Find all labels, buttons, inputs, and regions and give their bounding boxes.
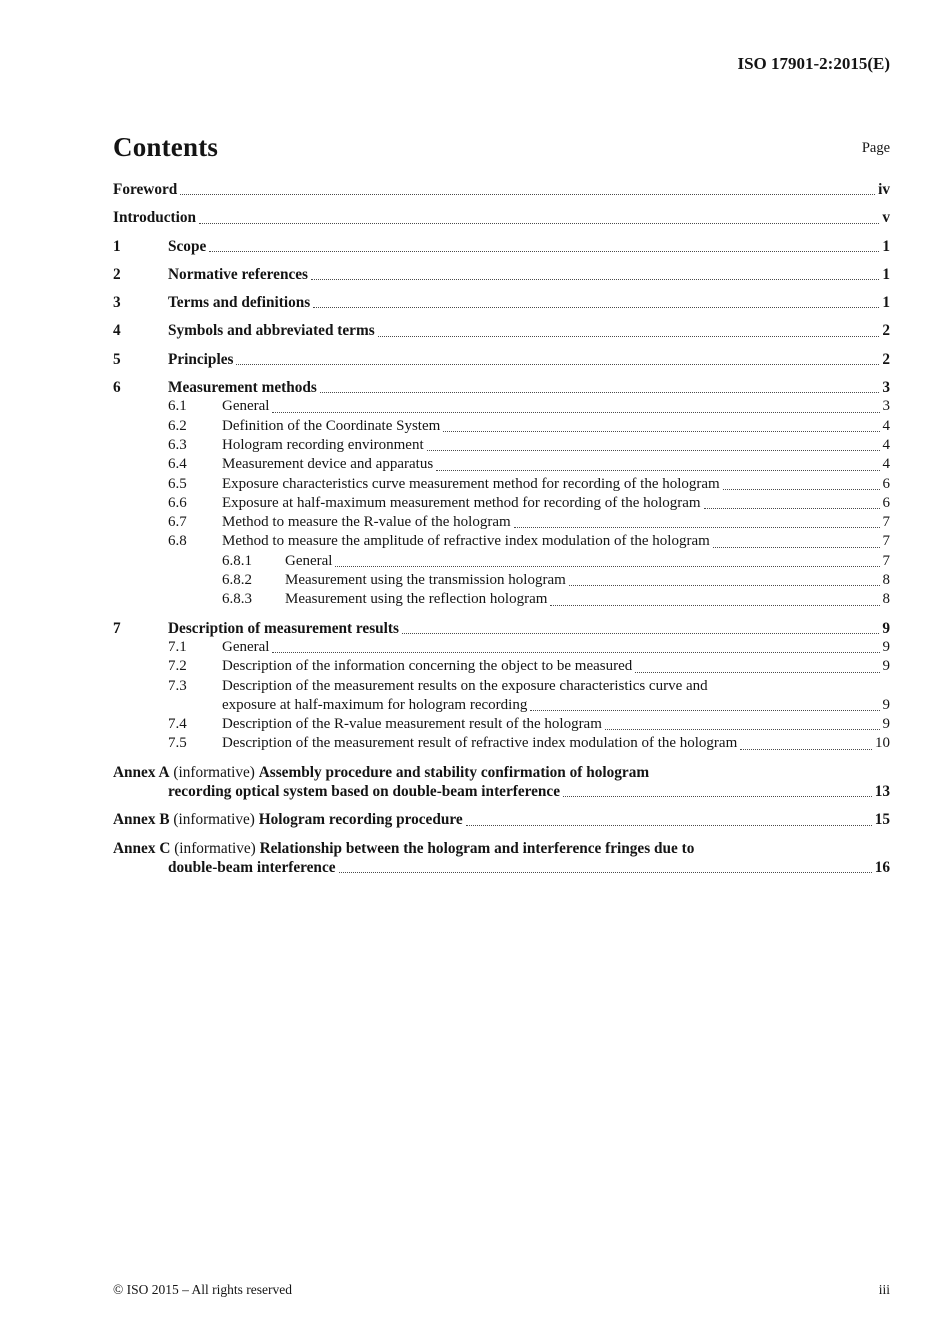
toc-entry-body bbox=[168, 293, 890, 312]
toc-entry-number: 6.3 bbox=[168, 436, 187, 453]
dotted-leader bbox=[605, 715, 880, 734]
toc-entry-line bbox=[222, 494, 890, 513]
toc-entry-line bbox=[113, 763, 890, 782]
toc-entry-body bbox=[222, 455, 890, 474]
toc-entry bbox=[113, 321, 890, 340]
toc-entry-title: Measurement methods bbox=[168, 379, 317, 397]
toc-entry bbox=[113, 571, 890, 590]
page-header bbox=[113, 0, 890, 74]
toc-entry-title: Description of the measurement results on the exposure characteristics curve and bbox=[222, 677, 708, 694]
toc-entry-page: 6 bbox=[882, 494, 890, 511]
toc-entry-number: 3 bbox=[113, 294, 121, 312]
dotted-leader bbox=[569, 571, 880, 590]
dotted-leader bbox=[402, 619, 879, 638]
toc-entry-line bbox=[222, 715, 890, 734]
toc-entry-body bbox=[168, 350, 890, 369]
page-column-label: Page bbox=[861, 140, 890, 156]
toc-entry-number: 5 bbox=[113, 350, 121, 368]
toc-entry-body bbox=[222, 657, 890, 676]
toc-entry-page: 3 bbox=[882, 398, 890, 415]
dotted-leader bbox=[311, 265, 879, 284]
annex-label: Annex A bbox=[113, 763, 170, 781]
toc-entry-page: 16 bbox=[874, 858, 890, 876]
toc-entry-page: 8 bbox=[882, 572, 890, 589]
toc-entry-line bbox=[113, 208, 890, 227]
toc-entry-title: Description of the R-value measurement result of the hologram bbox=[222, 716, 602, 733]
annex-title: Hologram recording procedure bbox=[258, 811, 463, 829]
dotted-leader bbox=[272, 397, 879, 416]
toc-entry-number: 6.6 bbox=[168, 494, 187, 511]
toc-entry bbox=[113, 208, 890, 227]
toc-entry-continuation bbox=[222, 696, 890, 715]
toc-entry bbox=[113, 455, 890, 474]
toc-annex-entry bbox=[113, 763, 890, 802]
toc-entry-line bbox=[113, 180, 890, 199]
dotted-leader bbox=[550, 590, 879, 609]
toc-entry bbox=[113, 715, 890, 734]
table-of-contents bbox=[113, 180, 890, 877]
toc-annex-entry bbox=[113, 839, 890, 878]
toc-entry-line bbox=[168, 619, 890, 638]
contents-heading-row bbox=[113, 132, 890, 163]
toc-entry-page: 7 bbox=[882, 514, 890, 531]
toc-entry-body bbox=[222, 494, 890, 513]
dotted-leader bbox=[635, 657, 879, 676]
toc-entry-number: 2 bbox=[113, 265, 121, 283]
toc-entry-title: Method to measure the R-value of the hologram bbox=[222, 514, 511, 531]
toc-entry-page: 1 bbox=[882, 294, 890, 312]
toc-entry bbox=[113, 532, 890, 551]
toc-entry-page: 2 bbox=[882, 322, 890, 340]
toc-entry-line bbox=[222, 417, 890, 436]
toc-entry-number: 6.5 bbox=[168, 475, 187, 492]
toc-entry-body bbox=[222, 734, 890, 753]
dotted-leader bbox=[209, 237, 879, 256]
toc-entry-page: 1 bbox=[882, 237, 890, 255]
toc-entry-page: 15 bbox=[874, 811, 890, 829]
toc-entry-title: Normative references bbox=[168, 265, 309, 283]
toc-entry-title: Description of the information concerning the object to be measured bbox=[222, 658, 633, 675]
toc-annex-entry bbox=[113, 810, 890, 829]
toc-entry-line bbox=[222, 475, 890, 494]
toc-entry-line bbox=[222, 677, 890, 696]
toc-entry-page: 7 bbox=[882, 552, 890, 569]
toc-entry-title: Exposure characteristics curve measurement method for recording of the hologram bbox=[222, 475, 720, 492]
toc-entry-body bbox=[113, 839, 890, 878]
toc-entry-line bbox=[222, 657, 890, 676]
dotted-leader bbox=[313, 293, 879, 312]
dotted-leader bbox=[339, 858, 872, 877]
toc-entry-line bbox=[222, 532, 890, 551]
dotted-leader bbox=[514, 513, 880, 532]
toc-entry-line bbox=[168, 350, 890, 369]
toc-entry-title: Exposure at half-maximum measurement method for recording of the hologram bbox=[222, 494, 701, 511]
toc-entry-body bbox=[168, 265, 890, 284]
toc-entry bbox=[113, 293, 890, 312]
toc-entry-number: 7.2 bbox=[168, 658, 187, 675]
toc-entry-number: 6.8 bbox=[168, 533, 187, 550]
dotted-leader bbox=[740, 734, 872, 753]
toc-entry bbox=[113, 417, 890, 436]
toc-entry-page: 4 bbox=[882, 456, 890, 473]
toc-entry bbox=[113, 513, 890, 532]
toc-entry bbox=[113, 638, 890, 657]
toc-entry-title: Terms and definitions bbox=[168, 294, 311, 312]
toc-entry-line bbox=[113, 839, 890, 858]
toc-entry bbox=[113, 619, 890, 638]
toc-entry-line bbox=[168, 293, 890, 312]
toc-entry-body bbox=[168, 321, 890, 340]
toc-entry-body bbox=[168, 237, 890, 256]
toc-entry-body bbox=[222, 475, 890, 494]
toc-entry bbox=[113, 265, 890, 284]
toc-entry-body bbox=[222, 436, 890, 455]
document-id: ISO 17901-2:2015(E) bbox=[737, 54, 890, 73]
dotted-leader bbox=[466, 810, 872, 829]
toc-entry-line bbox=[285, 552, 890, 571]
toc-entry-body bbox=[222, 715, 890, 734]
toc-entry-number: 7.4 bbox=[168, 716, 187, 733]
toc-entry-title: Method to measure the amplitude of refractive index modulation of the hologram bbox=[222, 533, 710, 550]
dotted-leader bbox=[378, 321, 880, 340]
toc-entry bbox=[113, 237, 890, 256]
toc-entry bbox=[113, 677, 890, 716]
toc-entry-title-continued: exposure at half-maximum for hologram recording bbox=[222, 696, 528, 713]
dotted-leader bbox=[427, 436, 880, 455]
toc-entry-page: 9 bbox=[882, 716, 890, 733]
dotted-leader bbox=[443, 417, 879, 436]
toc-entry-number: 6.7 bbox=[168, 514, 187, 531]
toc-entry-title: Measurement using the reflection hologram bbox=[285, 591, 548, 608]
toc-entry-body bbox=[222, 532, 890, 551]
toc-entry-title: Symbols and abbreviated terms bbox=[168, 322, 375, 340]
toc-entry-number: 1 bbox=[113, 237, 121, 255]
toc-entry-title bbox=[113, 839, 694, 858]
toc-entry-page: 10 bbox=[875, 735, 890, 752]
dotted-leader bbox=[704, 494, 880, 513]
toc-entry-body bbox=[222, 397, 890, 416]
toc-entry-line bbox=[113, 810, 890, 829]
toc-entry-body bbox=[222, 677, 890, 716]
dotted-leader bbox=[199, 208, 879, 227]
toc-entry-number: 7.5 bbox=[168, 735, 187, 752]
toc-entry-title bbox=[113, 763, 649, 782]
toc-entry bbox=[113, 378, 890, 397]
toc-entry-page: 9 bbox=[882, 696, 890, 713]
dotted-leader bbox=[272, 638, 879, 657]
toc-entry-continuation bbox=[113, 782, 890, 801]
toc-entry bbox=[113, 436, 890, 455]
dotted-leader bbox=[436, 455, 879, 474]
toc-entry-page: 7 bbox=[882, 533, 890, 550]
toc-entry-title: General bbox=[222, 398, 270, 415]
toc-entry-line bbox=[285, 590, 890, 609]
toc-entry-number: 6.1 bbox=[168, 398, 187, 415]
dotted-leader bbox=[180, 180, 875, 199]
toc-entry-continuation bbox=[113, 858, 890, 877]
toc-entry-title: Scope bbox=[168, 237, 207, 255]
toc-entry-page: 9 bbox=[882, 638, 890, 655]
annex-title: Assembly procedure and stability confirmation of hologram bbox=[258, 763, 650, 781]
toc-entry-number: 6.8.3 bbox=[222, 591, 252, 608]
toc-entry bbox=[113, 397, 890, 416]
toc-entry-page: 13 bbox=[874, 783, 890, 801]
toc-entry-number: 4 bbox=[113, 322, 121, 340]
toc-entry bbox=[113, 494, 890, 513]
toc-entry-title bbox=[113, 810, 463, 829]
toc-entry-line bbox=[222, 513, 890, 532]
toc-entry-line bbox=[168, 321, 890, 340]
toc-entry-line bbox=[222, 397, 890, 416]
toc-entry bbox=[113, 590, 890, 609]
toc-entry-body bbox=[285, 571, 890, 590]
toc-entry-number: 6 bbox=[113, 379, 121, 397]
page-footer bbox=[113, 1282, 890, 1298]
toc-entry-body bbox=[222, 513, 890, 532]
toc-entry-title: Principles bbox=[168, 350, 234, 368]
toc-entry-line bbox=[222, 734, 890, 753]
toc-entry-page: 9 bbox=[882, 658, 890, 675]
toc-entry-body bbox=[222, 638, 890, 657]
toc-entry-title-continued: recording optical system based on double-beam interference bbox=[168, 783, 561, 801]
toc-entry-body bbox=[168, 378, 890, 397]
annex-qualifier: (informative) bbox=[169, 763, 259, 781]
dotted-leader bbox=[530, 696, 879, 715]
toc-entry-number: 7 bbox=[113, 619, 121, 637]
dotted-leader bbox=[713, 532, 880, 551]
toc-entry-number: 7.1 bbox=[168, 638, 187, 655]
toc-entry bbox=[113, 475, 890, 494]
toc-entry-body bbox=[113, 763, 890, 802]
toc-entry-page: 3 bbox=[882, 379, 890, 397]
toc-entry-page: 6 bbox=[882, 475, 890, 492]
contents-title: Contents bbox=[113, 132, 219, 162]
toc-entry-line bbox=[168, 378, 890, 397]
toc-entry-number: 6.8.2 bbox=[222, 572, 252, 589]
toc-entry bbox=[113, 350, 890, 369]
toc-entry bbox=[113, 657, 890, 676]
toc-entry-title: Hologram recording environment bbox=[222, 436, 424, 453]
toc-entry-page: iv bbox=[878, 181, 890, 198]
toc-entry-number: 6.2 bbox=[168, 417, 187, 434]
toc-entry-title: Description of measurement results bbox=[168, 619, 399, 637]
toc-entry-page: 2 bbox=[882, 350, 890, 368]
annex-label: Annex B bbox=[113, 811, 170, 829]
toc-entry-line bbox=[285, 571, 890, 590]
dotted-leader bbox=[563, 782, 872, 801]
folio-page-number: iii bbox=[878, 1282, 890, 1297]
toc-entry-line bbox=[168, 237, 890, 256]
toc-entry-number: 7.3 bbox=[168, 677, 187, 694]
toc-entry-body bbox=[168, 619, 890, 638]
toc-entry-body bbox=[222, 417, 890, 436]
dotted-leader bbox=[236, 350, 879, 369]
annex-title: Relationship between the hologram and interference fringes due to bbox=[259, 839, 695, 857]
toc-entry bbox=[113, 552, 890, 571]
toc-entry bbox=[113, 180, 890, 199]
toc-entry-line bbox=[168, 265, 890, 284]
toc-entry-page: 9 bbox=[882, 619, 890, 637]
dotted-leader bbox=[723, 475, 880, 494]
dotted-leader bbox=[335, 552, 879, 571]
toc-entry-page: 4 bbox=[882, 417, 890, 434]
toc-entry-title: Measurement using the transmission hologram bbox=[285, 572, 566, 589]
toc-entry-number: 6.8.1 bbox=[222, 552, 252, 569]
toc-entry-body bbox=[285, 552, 890, 571]
toc-entry-line bbox=[222, 436, 890, 455]
toc-entry-title: Measurement device and apparatus bbox=[222, 456, 434, 473]
toc-entry-number: 6.4 bbox=[168, 456, 187, 473]
toc-entry-title: Definition of the Coordinate System bbox=[222, 417, 441, 434]
toc-entry-body bbox=[113, 180, 890, 199]
toc-entry-title: Description of the measurement result of refractive index modulation of the hologram bbox=[222, 735, 738, 752]
toc-entry-page: 1 bbox=[882, 265, 890, 283]
toc-entry-line bbox=[222, 455, 890, 474]
annex-qualifier: (informative) bbox=[169, 811, 259, 829]
toc-entry-body bbox=[113, 208, 890, 227]
annex-label: Annex C bbox=[113, 839, 171, 857]
toc-entry-title: General bbox=[222, 638, 270, 655]
toc-entry-page: 4 bbox=[882, 436, 890, 453]
toc-entry-body bbox=[285, 590, 890, 609]
copyright-notice: © ISO 2015 – All rights reserved bbox=[113, 1282, 292, 1297]
toc-entry-page: 8 bbox=[882, 591, 890, 608]
toc-entry-body bbox=[113, 810, 890, 829]
toc-entry-title: Foreword bbox=[113, 181, 178, 198]
toc-entry-title: General bbox=[285, 552, 333, 569]
toc-entry bbox=[113, 734, 890, 753]
toc-entry-title: Introduction bbox=[113, 209, 197, 227]
annex-qualifier: (informative) bbox=[170, 839, 260, 857]
toc-entry-line bbox=[222, 638, 890, 657]
dotted-leader bbox=[320, 378, 880, 397]
toc-entry-title-continued: double-beam interference bbox=[168, 858, 336, 876]
toc-entry-page: v bbox=[882, 209, 890, 227]
